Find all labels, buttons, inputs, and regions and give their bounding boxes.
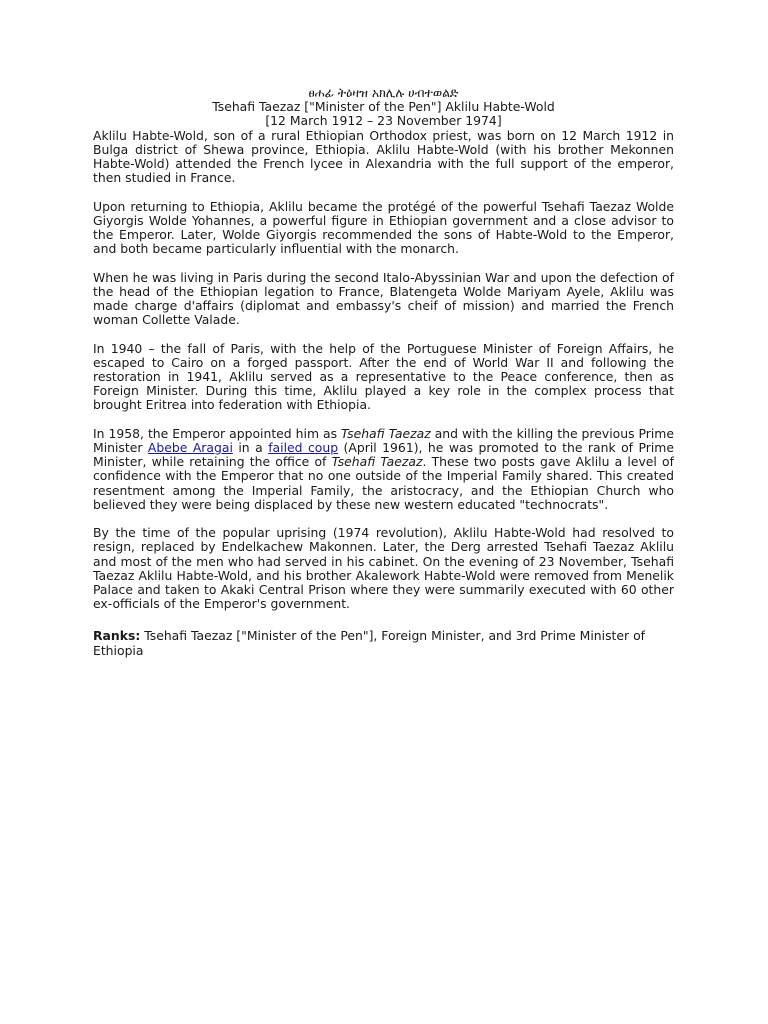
title-block — [93, 86, 674, 129]
paragraph-1974: By the time of the popular uprising (1974 revolution), Aklilu Habte-Wold had resolved to resign, replaced by Endelkachew Makonnen. Later, the Derg arrested Tsehafi Taezaz Aklilu and most of the men who had served in his cabinet. On the evening of 23 November, Tsehafi Taezaz Aklilu Habte-Wold, and his brother Akalework Habte-Wold were removed from Menelik Palace and taken to Akaki Central Prison where they were summarily executed with 60 other ex-officials of the Emperor's government. — [93, 525, 674, 612]
abebe-aragai-link[interactable]: Abebe Aragai — [147, 440, 233, 456]
paragraph-early-life: Aklilu Habte-Wold, son of a rural Ethiopian Orthodox priest, was born on 12 March 1912 in Bulga district of Shewa province, Ethiopia. Aklilu Habte-Wold (with his brother Mekonnen Habte-Wold) attended the French lycee in Alexandria with the full support of the emperor, then studied in France. — [93, 127, 674, 186]
page-title: Tsehafi Taezaz ["Minister of the Pen"] Aklilu Habte-Wold — [212, 99, 555, 115]
paragraph-1940: In 1940 – the fall of Paris, with the help of the Portuguese Minister of Foreign Affairs, he escaped to Cairo on a forged passport. After the end of World War II and following the restoration in 1941, Aklilu served as a representative to the Peace conference, then as Foreign Minister. During this time, Aklilu played a key role in the complex process that brought Eritrea into federation with Ethiopia. — [93, 340, 674, 413]
paragraph-paris: When he was living in Paris during the second Italo-Abyssinian War and upon the defection of the head of the Ethiopian legation to France, Blatengeta Wolde Mariyam Ayele, Aklilu was made charge d'affairs (diplomat and embassy's cheif of mission) and married the French woman Collette Valade. — [93, 269, 674, 328]
ranks-label: Ranks: — [93, 628, 141, 644]
text-span: (April 1961), he was promoted to the rank of Prime Minister, while retaining the office of — [93, 440, 674, 470]
text-span: In 1958, the Emperor appointed him as — [93, 425, 342, 441]
ranks-text: Tsehafi Taezaz ["Minister of the Pen"], Foreign Minister, and 3rd Prime Minister of Ethiopia — [93, 628, 646, 658]
failed-coup-link[interactable]: failed coup — [268, 440, 339, 456]
paragraph-ranks — [93, 629, 674, 657]
text-span: in a — [232, 440, 269, 456]
document-page — [93, 86, 674, 672]
italic-term: Tsehafi Taezaz — [341, 425, 431, 441]
italic-term: Tsehafi Taezaz — [331, 454, 423, 470]
amharic-title: ፀሐፊ ትዕዛዝ አክሊሉ ሀብተወልድ — [308, 85, 459, 100]
text-span: . These two posts gave Aklilu a level of confidence with the Emperor that no one outside of the Imperial Family shared. This created resentment among the Imperial Family, the aristocracy, and the Ethiopian Church who believed they were being displaced by these new western educated "technocrats". — [93, 454, 674, 512]
life-dates: [12 March 1912 – 23 November 1974] — [265, 113, 502, 129]
text-span: and with the killing the previous Prime Minister — [93, 425, 674, 456]
paragraph-1958 — [93, 427, 674, 512]
paragraph-return-to-ethiopia: Upon returning to Ethiopia, Aklilu became the protégé of the powerful Tsehafi Taezaz Wolde Giyorgis Wolde Yohannes, a powerful figure in Ethiopian government and a close advisor to the Emperor. Later, Wolde Giyorgis recommended the sons of Habte-Wold to the Emperor, and both became particularly influential with the monarch. — [93, 198, 674, 257]
